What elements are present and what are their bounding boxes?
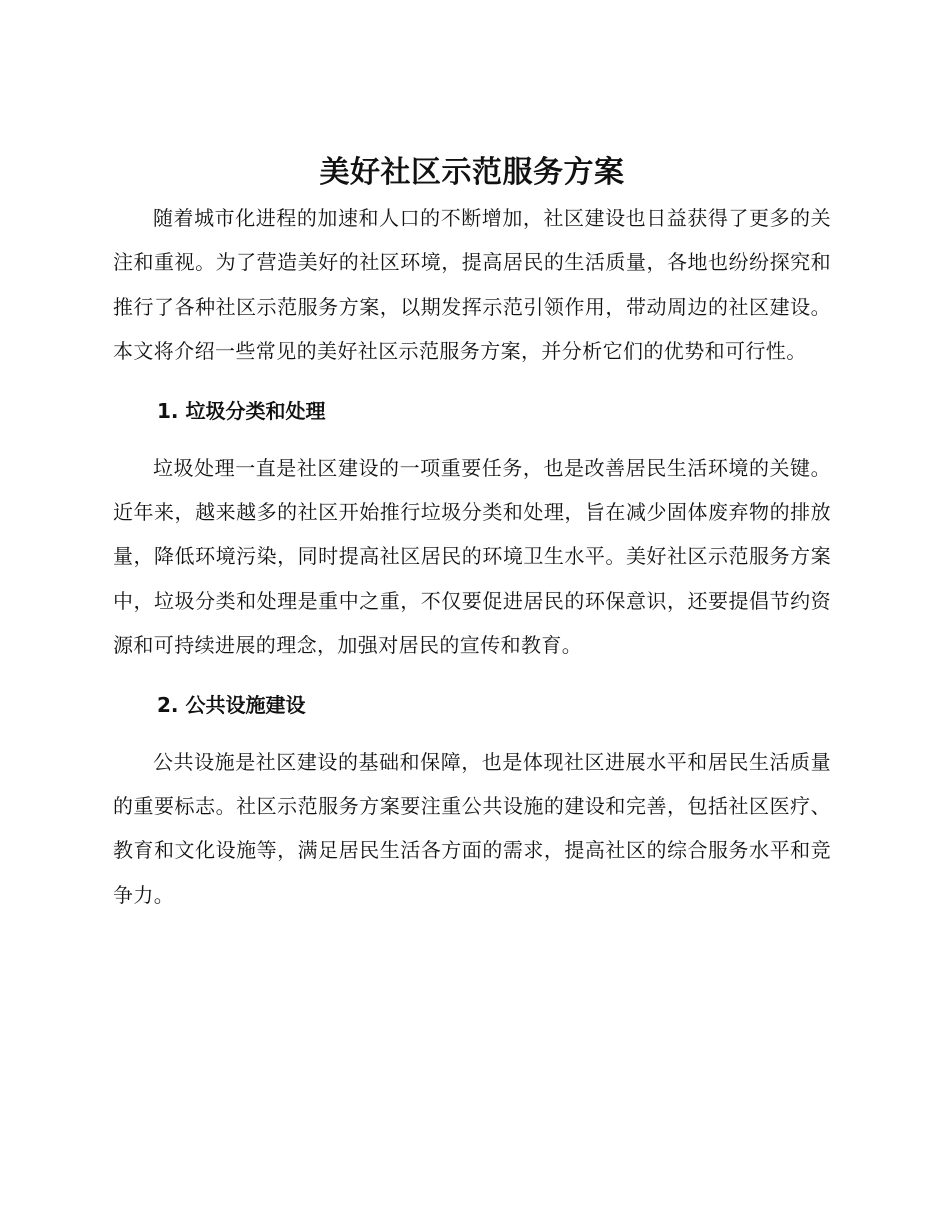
section-body-public-facilities: 公共设施是社区建设的基础和保障，也是体现社区进展水平和居民生活质量的重要标志。社区示范服务方案要注重公共设施的建设和完善，包括社区医疗、教育和文化设施等，满足居民生活各方面的需求，提高社区的综合服务水平和竞争力。	[113, 749, 831, 907]
section-body-garbage: 垃圾处理一直是社区建设的一项重要任务，也是改善居民生活环境的关键。近年来，越来越多的社区开始推行垃圾分类和处理，旨在减少固体废弃物的排放量，降低环境污染，同时提高社区居民的环境卫生水平。美好社区示范服务方案中，垃圾分类和处理是重中之重，不仅要促进居民的环保意识，还要提倡节约资源和可持续进展的理念，加强对居民的宣传和教育。	[113, 455, 831, 658]
section-heading-garbage: 1. 垃圾分类和处理	[157, 398, 326, 423]
section-heading-public-facilities: 2. 公共设施建设	[157, 692, 306, 717]
intro-paragraph: 随着城市化进程的加速和人口的不断增加，社区建设也日益获得了更多的关注和重视。为了营造美好的社区环境，提高居民的生活质量，各地也纷纷探究和推行了各种社区示范服务方案，以期发挥示范引领作用，带动周边的社区建设。本文将介绍一些常见的美好社区示范服务方案，并分析它们的优势和可行性。	[113, 206, 831, 364]
document-title: 美好社区示范服务方案	[319, 155, 625, 190]
document-page	[113, 150, 831, 917]
